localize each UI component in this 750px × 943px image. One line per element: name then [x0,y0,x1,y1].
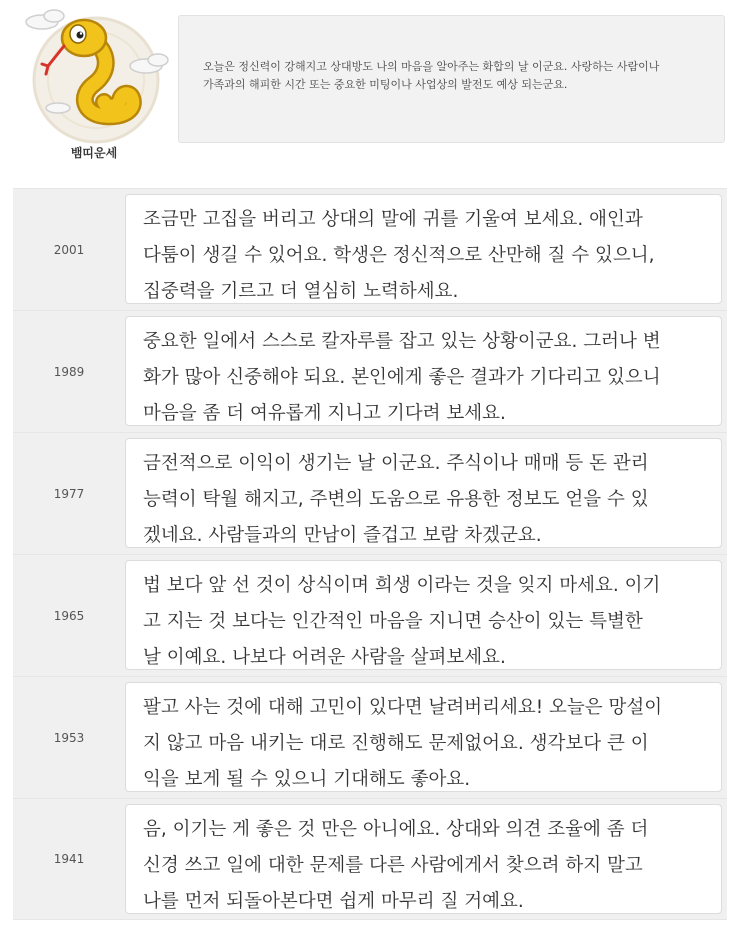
snake-zodiac-icon [14,8,174,148]
birth-year: 1989 [53,364,85,379]
daily-summary-text: 오늘은 정신력이 강해지고 상대방도 나의 마음을 알아주는 화합의 날 이군요. 사랑하는 사람이나 가족과의 해피한 시간 또는 중요한 미팅이나 사업상의 발전도 예상 되는군요. [203,60,660,91]
fortune-row [13,676,727,798]
birth-year: 2001 [53,242,85,257]
fortune-card [125,560,722,670]
snake-mascot [14,8,174,168]
fortune-card [125,438,722,548]
fortune-row [13,554,727,676]
fortune-text: 금전적으로 이익이 생기는 날 이군요. 주식이나 매매 등 돈 관리 능력이 탁월 해지고, 주변의 도움으로 유용한 정보도 얻을 수 있 겠네요. 사람들과의 만남이 즐겁고 보람 차겠군요. [143,453,649,546]
fortune-text: 법 보다 앞 선 것이 상식이며 희생 이라는 것을 잊지 마세요. 이기 고 지는 것 보다는 인간적인 마음을 지니면 승산이 있는 특별한 날 이예요. 나보다 어려운 사람을 살펴보세요. [143,575,661,668]
daily-summary-box [178,15,725,143]
fortune-text: 중요한 일에서 스스로 칼자루를 잡고 있는 상황이군요. 그러나 변 화가 많아 신중해야 되요. 본인에게 좋은 결과가 기다리고 있으니 마음을 좀 더 여유롭게 지니고 기다려 보세요. [143,331,661,424]
fortune-card [125,682,722,792]
mascot-label: 뱀띠운세 [70,146,118,160]
fortune-card [125,316,722,426]
fortune-card [125,194,722,304]
fortune-row [13,188,727,310]
birth-year: 1941 [53,852,85,866]
fortune-card [125,804,722,914]
fortune-text: 팔고 사는 것에 대해 고민이 있다면 날려버리세요! 오늘은 망설이 지 않고 마음 내키는 대로 진행해도 문제없어요. 생각보다 큰 이 익을 보게 될 수 있으니 기대해도 좋아요. [143,697,663,790]
fortune-row [13,432,727,554]
fortune-list [13,188,727,920]
fortune-text: 조금만 고집을 버리고 상대의 말에 귀를 기울여 보세요. 애인과 다툼이 생길 수 있어요. 학생은 정신적으로 산만해 질 수 있으니, 집중력을 기르고 더 열심히 노력하세요. [143,209,655,302]
fortune-row [13,310,727,432]
fortune-header [0,0,750,170]
fortune-text: 음, 이기는 게 좋은 것 만은 아니에요. 상대와 의견 조율에 좀 더 신경 쓰고 일에 대한 문제를 다른 사람에게서 찾으려 하지 말고 나를 먼저 되돌아본다면 쉽게 마무리 질 거예요. [143,819,649,912]
birth-year: 1977 [53,486,85,501]
fortune-row [13,798,727,920]
birth-year: 1953 [53,730,85,745]
birth-year: 1965 [53,608,85,623]
